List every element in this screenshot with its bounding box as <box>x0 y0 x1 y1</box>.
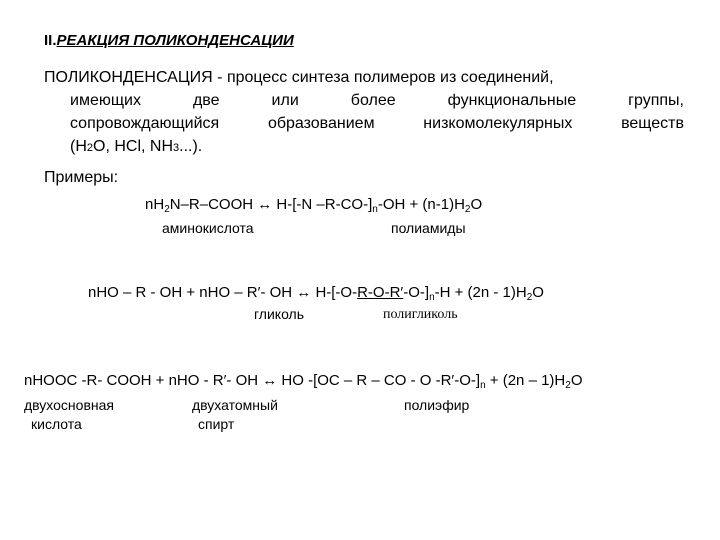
reaction-2-label-product: полигликоль <box>383 307 458 322</box>
reaction-1-equation: $nH_2N-R$–COOH ↔ H-[-N $-R-CO-]_n-OH + (n-1)H_2O$ <box>145 196 483 215</box>
definition-line-2: имеющих две или более функциональные группы, <box>70 92 684 109</box>
reaction-3-equation: nHOOC -R- COOH + nHO - R′- OH ↔ HO -[OC – R – CO - O $-R'-O-]_n + (2n - 1)H_2O$ <box>24 372 583 391</box>
definition-line-1: ПОЛИКОНДЕНСАЦИЯ - процесс синтеза полимеров из соединений, <box>44 69 554 86</box>
reaction-1-label-product: полиамиды <box>391 220 466 236</box>
reaction-3-label-alcohol-1: двухатомный <box>192 397 278 413</box>
definition-line-3: сопровождающийся образованием низкомолекулярных веществ <box>70 115 684 132</box>
reaction-3-label-product: полиэфир <box>404 397 470 413</box>
examples-label: Примеры: <box>44 169 119 186</box>
reaction-3-label-acid-2: кислота <box>31 416 82 432</box>
reaction-3-label-acid-1: двухосновная <box>24 397 114 413</box>
title-prefix: II. <box>44 32 57 49</box>
reaction-2-equation: nHO – R - OH + nHO – R′- OH ↔ $H-[-O-R-O-R'-O-]_n-H + (2n - 1)H_2O$ <box>88 284 544 303</box>
slide-title <box>44 32 294 49</box>
reaction-2-label-reactant: гликоль <box>254 306 305 322</box>
definition-paragraph <box>44 66 684 160</box>
reaction-1-label-reactant: аминокислота <box>162 220 254 236</box>
definition-line-4: (Н2О, HCl, NH3...). <box>70 138 203 155</box>
reaction-3-label-alcohol-2: спирт <box>198 416 235 432</box>
title-text: РЕАКЦИЯ ПОЛИКОНДЕНСАЦИИ <box>56 32 294 49</box>
